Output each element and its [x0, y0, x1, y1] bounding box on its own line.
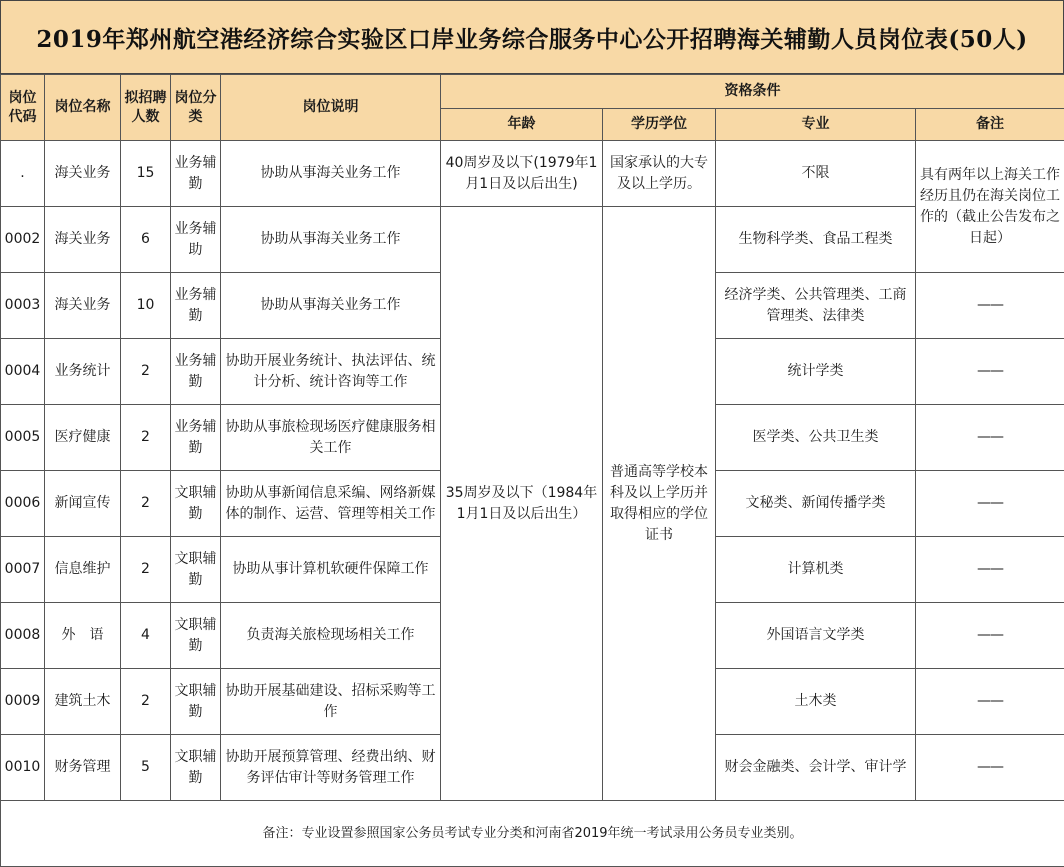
cell-description: 协助从事新闻信息采编、网络新媒体的制作、运营、管理等相关工作 [221, 471, 441, 537]
cell-name: 海关业务 [45, 141, 121, 207]
header-major: 专业 [716, 109, 916, 141]
cell-code: 0004 [1, 339, 45, 405]
cell-count: 2 [121, 339, 171, 405]
cell-description: 协助从事旅检现场医疗健康服务相关工作 [221, 405, 441, 471]
cell-description: 协助开展基础建设、招标采购等工作 [221, 669, 441, 735]
cell-major: 医学类、公共卫生类 [716, 405, 916, 471]
cell-major: 外国语言文学类 [716, 603, 916, 669]
cell-count: 15 [121, 141, 171, 207]
cell-code: 0006 [1, 471, 45, 537]
position-table [0, 74, 1064, 867]
cell-remark: —— [916, 603, 1064, 669]
cell-description: 协助从事计算机软硬件保障工作 [221, 537, 441, 603]
cell-major: 土木类 [716, 669, 916, 735]
cell-code: 0002 [1, 207, 45, 273]
footnote: 备注：专业设置参照国家公务员考试专业分类和河南省2019年统一考试录用公务员专业类别。 [1, 801, 1064, 867]
cell-major: 统计学类 [716, 339, 916, 405]
cell-major: 经济学类、公共管理类、工商管理类、法律类 [716, 273, 916, 339]
cell-code: 0008 [1, 603, 45, 669]
cell-age-rest: 35周岁及以下（1984年1月1日及以后出生） [441, 207, 603, 801]
cell-education-rest: 普通高等学校本科及以上学历并取得相应的学位证书 [603, 207, 716, 801]
cell-name: 海关业务 [45, 207, 121, 273]
cell-remark: —— [916, 273, 1064, 339]
cell-name: 医疗健康 [45, 405, 121, 471]
cell-category: 文职辅勤 [171, 669, 221, 735]
cell-category: 业务辅勤 [171, 339, 221, 405]
header-remark: 备注 [916, 109, 1064, 141]
cell-name: 新闻宣传 [45, 471, 121, 537]
header-code: 岗位代码 [1, 75, 45, 141]
cell-description: 负责海关旅检现场相关工作 [221, 603, 441, 669]
table-row [1, 141, 1064, 207]
cell-count: 10 [121, 273, 171, 339]
header-qualifications: 资格条件 [441, 75, 1064, 109]
cell-count: 2 [121, 405, 171, 471]
cell-name: 海关业务 [45, 273, 121, 339]
cell-remark: —— [916, 735, 1064, 801]
cell-count: 2 [121, 471, 171, 537]
cell-name: 信息维护 [45, 537, 121, 603]
cell-remark-top: 具有两年以上海关工作经历且仍在海关岗位工作的（截止公告发布之日起） [916, 141, 1064, 273]
cell-category: 业务辅勤 [171, 141, 221, 207]
cell-remark: —— [916, 471, 1064, 537]
cell-category: 业务辅勤 [171, 405, 221, 471]
cell-code: 0009 [1, 669, 45, 735]
table-title: 2019年郑州航空港经济综合实验区口岸业务综合服务中心公开招聘海关辅勤人员岗位表(50人) [0, 0, 1064, 74]
cell-code: 0003 [1, 273, 45, 339]
cell-count: 4 [121, 603, 171, 669]
cell-name: 建筑土木 [45, 669, 121, 735]
cell-description: 协助开展预算管理、经费出纳、财务评估审计等财务管理工作 [221, 735, 441, 801]
cell-code: 0007 [1, 537, 45, 603]
cell-major: 计算机类 [716, 537, 916, 603]
cell-description: 协助从事海关业务工作 [221, 273, 441, 339]
cell-remark: —— [916, 669, 1064, 735]
cell-category: 文职辅勤 [171, 603, 221, 669]
cell-code: 0005 [1, 405, 45, 471]
cell-major: 不限 [716, 141, 916, 207]
cell-remark: —— [916, 537, 1064, 603]
cell-category: 文职辅勤 [171, 735, 221, 801]
cell-description: 协助从事海关业务工作 [221, 141, 441, 207]
cell-category: 文职辅勤 [171, 471, 221, 537]
cell-category: 业务辅勤 [171, 273, 221, 339]
header-category: 岗位分类 [171, 75, 221, 141]
cell-category: 业务辅助 [171, 207, 221, 273]
cell-count: 5 [121, 735, 171, 801]
header-row-1 [1, 75, 1064, 109]
cell-major: 文秘类、新闻传播学类 [716, 471, 916, 537]
header-education: 学历学位 [603, 109, 716, 141]
table-row [1, 207, 1064, 273]
cell-description: 协助开展业务统计、执法评估、统计分析、统计咨询等工作 [221, 339, 441, 405]
cell-count: 6 [121, 207, 171, 273]
header-count: 拟招聘人数 [121, 75, 171, 141]
cell-remark: —— [916, 405, 1064, 471]
cell-education-first: 国家承认的大专及以上学历。 [603, 141, 716, 207]
header-description: 岗位说明 [221, 75, 441, 141]
cell-code: . [1, 141, 45, 207]
header-name: 岗位名称 [45, 75, 121, 141]
cell-name: 财务管理 [45, 735, 121, 801]
cell-age-first: 40周岁及以下(1979年1月1日及以后出生) [441, 141, 603, 207]
cell-code: 0010 [1, 735, 45, 801]
cell-remark: —— [916, 339, 1064, 405]
cell-name: 业务统计 [45, 339, 121, 405]
cell-major: 财会金融类、会计学、审计学 [716, 735, 916, 801]
cell-name: 外 语 [45, 603, 121, 669]
footnote-row [1, 801, 1064, 867]
cell-count: 2 [121, 537, 171, 603]
cell-description: 协助从事海关业务工作 [221, 207, 441, 273]
header-age: 年龄 [441, 109, 603, 141]
cell-major: 生物科学类、食品工程类 [716, 207, 916, 273]
cell-category: 文职辅勤 [171, 537, 221, 603]
cell-count: 2 [121, 669, 171, 735]
